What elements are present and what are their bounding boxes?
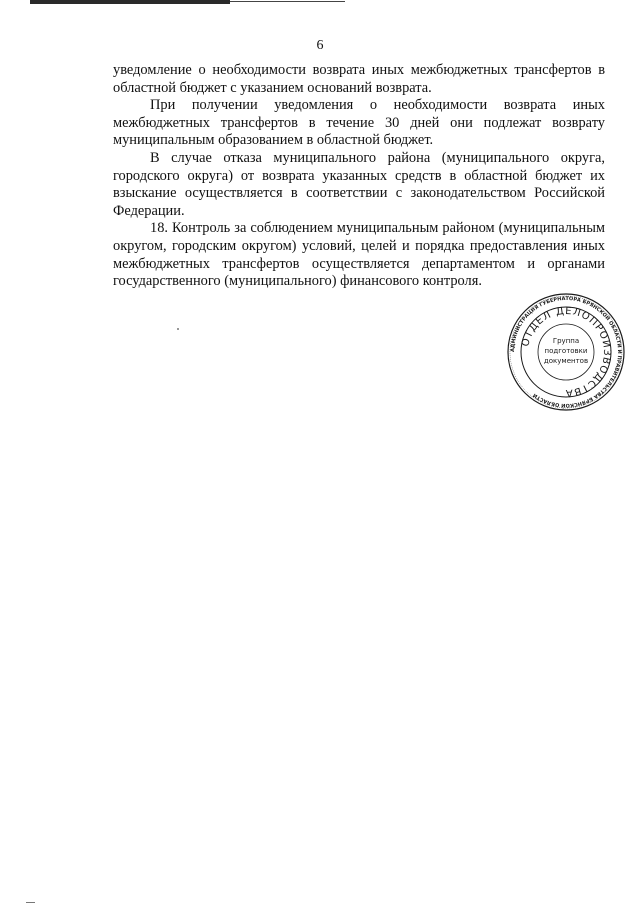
paragraph-return-deadline: При получении уведомления о необходимости возврата иных межбюджетных трансфертов в течение 30 дней они подлежат возврату муниципальным образованием в областной бюджет. [113,97,605,149]
page-number: 6 [316,38,324,53]
paragraph-refusal: В случае отказа муниципального района (муниципального округа, городского округа) от возврата указанных средств в областной бюджет их взыскание осуществляется в соответствии с законодательством Российской Федерации. [113,149,605,219]
document-body [113,62,605,291]
top-border-mark [30,0,230,4]
stamp-outer-text: АДМИНИСТРАЦИЯ ГУБЕРНАТОРА БРЯНСКОЙ ОБЛАСТИ И ПРАВИТЕЛЬСТВА БРЯНСКОЙ ОБЛАСТИ [509,295,623,409]
top-border-line [230,1,345,2]
paragraph-control-clause-18: 18. Контроль за соблюдением муниципальным районом (муниципальным округом, городским округом) условий, целей и порядка предоставления иных межбюджетных трансфертов осуществляется департаментом и органами государственного (муниципального) финансового контроля. [113,220,605,290]
stamp-center-line-1: Группа [552,337,580,345]
office-seal-stamp [507,293,625,411]
stamp-center-line-2: подготовки [544,347,588,355]
paragraph-return-notice: уведомление о необходимости возврата иных межбюджетных трансфертов в областной бюджет с указанием оснований возврата. [113,62,605,96]
stamp-inner-text: ОТДЕЛ ДЕЛОПРОИЗВОДСТВА [520,305,613,399]
scan-speck [177,328,179,330]
scan-speck [26,902,35,903]
stamp-center-line-3: документов [543,357,589,365]
